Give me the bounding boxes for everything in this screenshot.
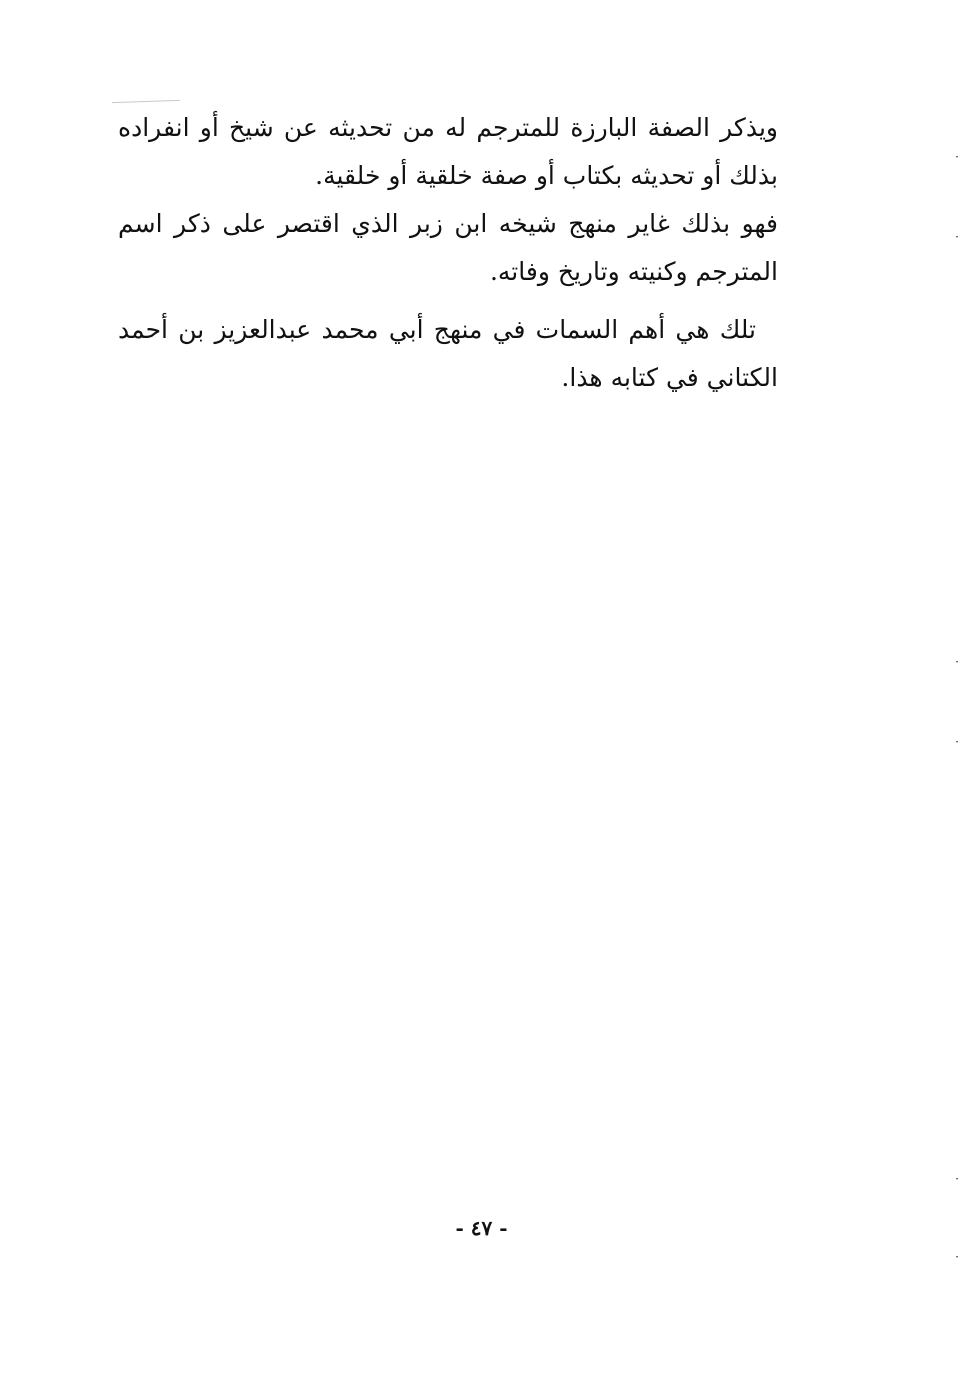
scan-edge-mark: · [955,1172,959,1186]
scan-edge-mark: · [955,150,959,164]
paragraph-3: تلك هي أهم السمات في منهج أبي محمد عبدالعزيز بن أحمد الكتاني في كتابه هذا. [118,315,778,392]
scan-edge-mark: · [955,655,959,669]
paragraph-2: فهو بذلك غاير منهج شيخه ابن زبر الذي اقتصر على ذكر اسم المترجم وكنيته وتاريخ وفاته. [118,209,778,286]
paragraph-1: ويذكر الصفة البارزة للمترجم له من تحديثه عن شيخ أو انفراده بذلك أو تحديثه بكتاب أو صفة خلقية أو خلقية. [118,113,778,190]
scan-edge-mark: · [955,230,959,244]
body-text [118,104,778,402]
scan-edge-mark: · [955,735,959,749]
scan-edge-mark: · [955,1250,959,1264]
scan-artifact-line [112,100,180,103]
page-number: - ٤٧ - [455,1216,508,1240]
